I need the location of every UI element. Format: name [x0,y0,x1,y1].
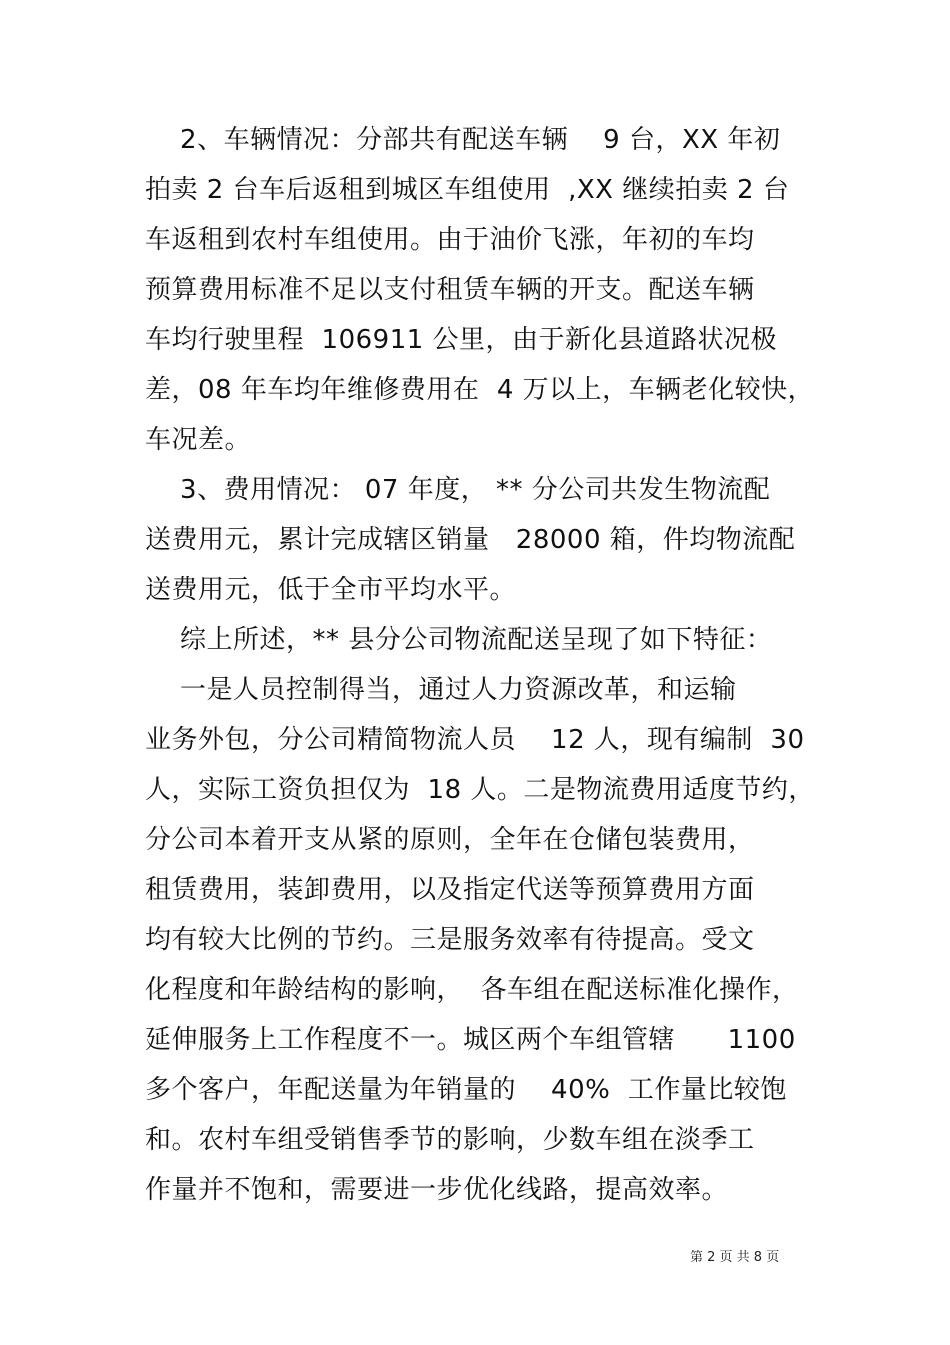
text-line: 拍卖 2 台车后返租到城区车组使用 ,XX 继续拍卖 2 台 [145,175,790,205]
text-line: 和。农村车组受销售季节的影响，少数车组在淡季工 [145,1125,755,1155]
text-line: 业务外包，分公司精简物流人员 12 人，现有编制 30 [145,725,805,755]
page-number: 第 2 页 共 8 页 [690,1250,780,1265]
text-line: 车返租到农村车组使用。由于油价飞涨，年初的车均 [145,225,755,255]
text-line: 多个客户，年配送量为年销量的 40% 工作量比较饱 [145,1075,787,1105]
text-line: 租赁费用，装卸费用，以及指定代送等预算费用方面 [145,875,755,905]
text-line: 一是人员控制得当，通过人力资源改革，和运输 [145,675,737,705]
text-line: 差，08 年车均年维修费用在 4 万以上，车辆老化较快， [145,375,815,405]
text-line: 均有较大比例的节约。三是服务效率有待提高。受文 [145,925,755,955]
text-line: 3、费用情况： 07 年度， ** 分公司共发生物流配 [145,475,771,505]
text-line: 分公司本着开支从紧的原则，全年在仓储包装费用， [145,825,755,855]
text-line: 车均行驶里程 106911 公里，由于新化县道路状况极 [145,325,778,355]
text-line: 作量并不饱和，需要进一步优化线路，提高效率。 [145,1175,729,1205]
text-line: 综上所述，** 县分公司物流配送呈现了如下特征： [145,625,773,655]
text-line: 车况差。 [145,425,252,455]
text-line: 人，实际工资负担仅为 18 人。二是物流费用适度节约， [145,775,815,805]
text-line: 2、车辆情况：分部共有配送车辆 9 台，XX 年初 [145,125,781,155]
text-line: 预算费用标准不足以支付租赁车辆的开支。配送车辆 [145,275,755,305]
text-line: 延伸服务上工作程度不一。城区两个车组管辖 1100 [145,1025,796,1055]
text-line: 化程度和年龄结构的影响， 各车组在配送标准化操作， [145,975,799,1005]
text-line: 送费用元，低于全市平均水平。 [145,575,517,605]
text-line: 送费用元，累计完成辖区销量 28000 箱，件均物流配 [145,525,796,555]
